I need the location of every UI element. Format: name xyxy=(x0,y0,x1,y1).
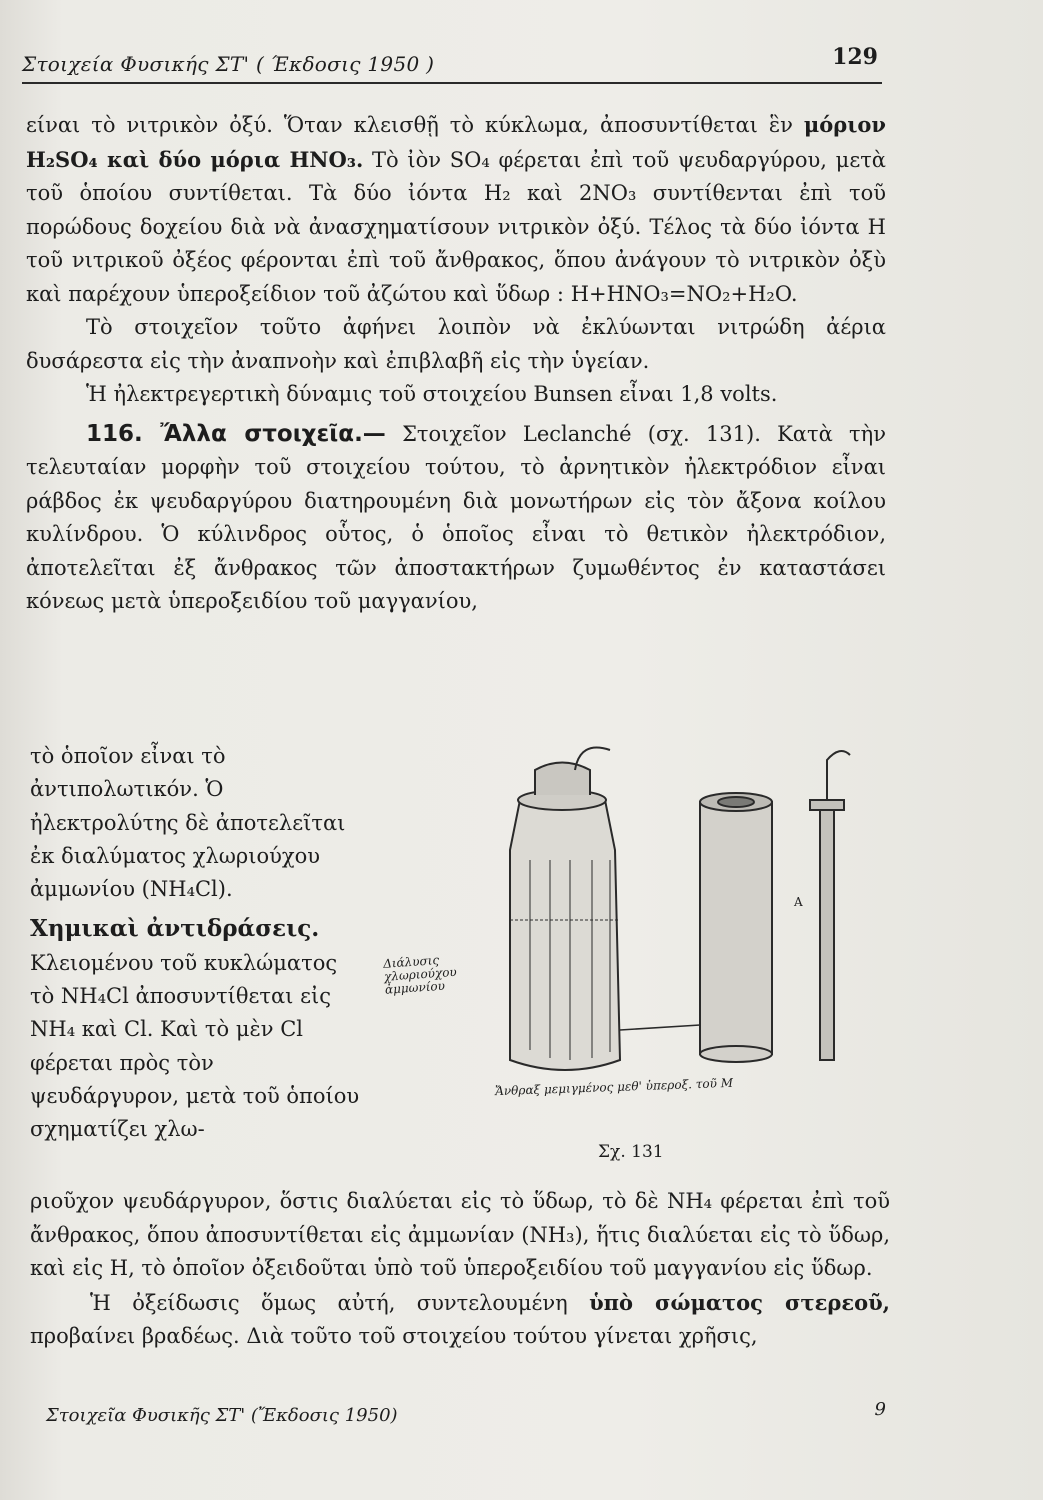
paragraph-text: Ἡ ὀξείδωσις ὅμως αὐτή, συντελουμένη xyxy=(90,1290,568,1315)
paragraph-text: προβαίνει βραδέως. Διὰ τοῦτο τοῦ στοιχείου τούτου γίνεται χρῆσις, xyxy=(30,1324,758,1348)
paragraph: τὸ ὁποῖον εἶναι τὸ ἀντιπολωτικόν. Ὁ ἠλεκτρολύτης δὲ ἀποτελεῖται ἐκ διαλύματος χλωριούχου ἀμμωνίου (NH₄Cl). xyxy=(30,744,346,902)
main-text xyxy=(26,108,886,619)
paragraph-text: Τὸ ἰὸν SO₄ φέρεται ἐπὶ τοῦ ψευδαργύρου, μετὰ τοῦ ὁποίου συντίθεται. Τὰ δύο ἰόντα H₂ καὶ 2NO₃ συντίθενται ἐπὶ τοῦ πορώδους δοχείου διὰ νὰ ἀνασχηματίσουν νιτρικὸν ὀξύ. Τέλος τὰ δύο ἰόντα H τοῦ νιτρικοῦ ὀξέος φέρονται ἐπὶ τοῦ ἄνθρακος, ὅπου ἀνάγουν τὸ νιτρικὸν ὀξὺ καὶ παρέχουν ὑπεροξείδιον τοῦ ἀζώτου καὶ ὕδωρ : H+HNO₃=NO₂+H₂O. xyxy=(26,147,886,306)
figure-label-carbon: Ἄνθραξ μεμιγμένος μεθ' ὑπεροξ. τοῦ Μ xyxy=(494,1075,734,1099)
paragraph: ριοῦχον ψευδάργυρον, ὅστις διαλύεται εἰς τὸ ὕδωρ, τὸ δὲ NH₄ φέρεται ἐπὶ τοῦ ἄνθρακος, ὅπου ἀποσυντίθεται εἰς ἀμμωνίαν (NH₃), ἥτις διαλύεται εἰς τὸ ὕδωρ, καὶ εἰς H, τὸ ὁποῖον ὀξειδοῦται ὑπὸ τοῦ ὑπεροξειδίου τοῦ μαγγανίου εἰς ὕδωρ. xyxy=(30,1189,890,1280)
figure-label-a: A xyxy=(794,895,803,909)
section-116 xyxy=(26,418,886,619)
paragraph-text: Στοιχεῖον Leclanché (σχ. 131). Κατὰ τὴν τελευταίαν μορφὴν τοῦ στοιχείου τούτου, τὸ ἀρνητικὸν ἠλεκτρόδιον εἶναι ράβδος ἐκ ψευδαργύρου διατηρουμένη διὰ μονωτήρων εἰς τὸν ἄξονα κοίλου κυλίνδρου. Ὁ κύλινδρος οὗτος, ὁ ὁποῖος εἶναι τὸ θετικὸν ἠλεκτρόδιον, ἀποτελεῖται ἐξ ἄνθρακος τῶν ἀποστακτήρων ζυμωθέντος ἐν καταστάσει κόνεως μετὰ ὑπεροξειδίου τοῦ μαγγανίου, xyxy=(26,421,886,613)
paragraph-text: είναι τὸ νιτρικὸν ὀξύ. Ὅταν κλεισθῇ τὸ κύκλωμα, ἀποσυντίθεται ἓν xyxy=(26,113,793,137)
figure-label-solution: Διάλυσις χλωριούχου ἀμμωνίου xyxy=(382,952,458,997)
paragraph xyxy=(30,1286,890,1354)
paragraph: Ἡ ἠλεκτρεγερτικὴ δύναμις τοῦ στοιχείου Bunsen εἶναι 1,8 volts. xyxy=(86,382,778,406)
side-column-text xyxy=(30,740,360,1147)
figure-131 xyxy=(370,740,890,1170)
subheading-chemical-reactions: Χημικαὶ ἀντιδράσεις. xyxy=(30,915,320,943)
section-heading: 116. Ἄλλα στοιχεῖα.— xyxy=(86,420,386,447)
header-title: Στοιχεία Φυσικής ΣΤ' ( Έκδοσις 1950 ) xyxy=(22,52,435,76)
continued-text xyxy=(30,1185,890,1354)
bold-phrase: ὑπὸ σώματος στερεοῦ, xyxy=(589,1289,890,1315)
signature-number: 9 xyxy=(874,1399,886,1420)
paragraph xyxy=(26,108,886,311)
paragraph-text: Κλειομένου τοῦ κυκλώματος τὸ NH₄Cl ἀποσυντίθεται εἰς NH₄ καὶ Cl. Καὶ τὸ μὲν Cl φέρεται πρὸς τὸν ψευδάργυρον, μετὰ τοῦ ὁποίου σχηματίζει χλω- xyxy=(30,950,360,1142)
paragraph xyxy=(30,912,360,1146)
footer-title: Στοιχεῖα Φυσικῆς ΣΤ' (Ἔκδοσις 1950) xyxy=(46,1405,398,1426)
paragraph: Τὸ στοιχεῖον τοῦτο ἀφήνει λοιπὸν νὰ ἐκλύωνται νιτρώδη ἀέρια δυσάρεστα εἰς τὴν ἀναπνοὴν καὶ ἐπιβλαβῆ εἰς τὴν ὑγείαν. xyxy=(26,315,886,373)
bold-formula: μόριον H₂SO₄ καὶ δύο μόρια HNO₃. xyxy=(26,112,886,172)
running-header xyxy=(22,44,882,84)
page-footer xyxy=(46,1399,886,1445)
figure-caption: Σχ. 131 xyxy=(598,1142,664,1162)
page-number: 129 xyxy=(832,44,878,70)
